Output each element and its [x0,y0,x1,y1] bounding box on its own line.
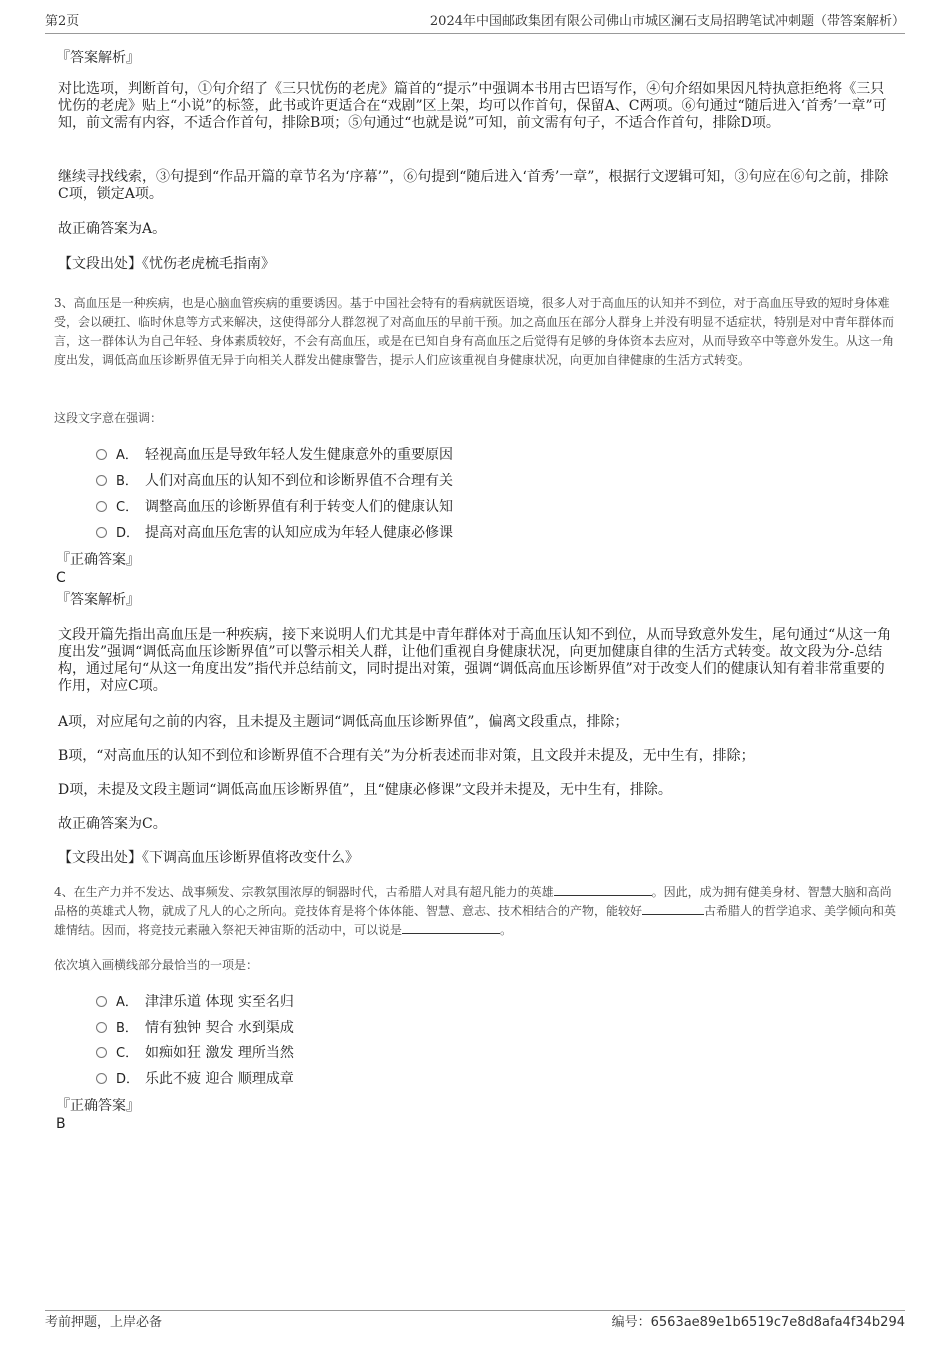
q3-analysis-d: D项，未提及文段主题词“调低高血压诊断界值”，且“健康必修课”文段并未提及，无中生有，排除。 [58,782,672,798]
radio-icon[interactable] [96,996,107,1007]
document-title: 2024年中国邮政集团有限公司佛山市城区澜石支局招聘笔试冲刺题（带答案解析） [429,14,905,29]
q2-source: 【文段出处】《忧伤老虎梳毛指南》 [58,256,275,272]
q3-analysis-a: A项，对应尾句之前的内容，且未提及主题词“调低高血压诊断界值”，偏离文段重点，排除； [58,714,629,730]
q2-conclusion: 故正确答案为A。 [58,221,167,237]
q3-stem: 3、高血压是一种疾病，也是心脑血管疾病的重要诱因。基于中国社会特有的看病就医语境，很多人对于高血压的认知并不到位，对于高血压导致的短时身体难受，会以硬扛、临时休息等方式来解决，这使得部分人群忽视了对高血压的早前干预。加之高血压在部分人群身上并没有明显不适症状，特别是对中青年群体而言，这一群体认为自己年轻、身体素质较好，不会有高血压，或是在已知自身有高血压之后觉得有足够的身体资本去应对，从而导致卒中等意外发生。从这一角度出发，调低高血压诊断界值无异于向相关人群发出健康警告，提示人们应该重视自身健康状况，向更加自律健康的生活方式转变。 [54,296,895,367]
page-footer [45,1310,905,1331]
q4-correct-answer: B [56,1116,66,1132]
q3-source: 【文段出处】《下调高血压诊断界值将改变什么》 [58,850,359,866]
q3-option-d[interactable]: D． 提高对高血压危害的认知应成为年轻人健康必修课 [96,524,453,543]
radio-icon[interactable] [96,1022,107,1033]
q3-option-b[interactable]: B． 人们对高血压的认知不到位和诊断界值不合理有关 [96,472,453,491]
page-number: 第2页 [45,14,80,29]
q3-option-c[interactable]: C． 调整高血压的诊断界值有利于转变人们的健康认知 [96,498,453,517]
q3-analysis-b: B项，“对高血压的认知不到位和诊断界值不合理有关”为分析表述而非对策，且文段并未提及，无中生有，排除； [58,748,755,764]
q4-prompt: 依次填入画横线部分最恰当的一项是： [54,958,259,972]
page-header [45,13,905,34]
radio-icon[interactable] [96,1073,107,1084]
q4-option-b[interactable]: B． 情有独钟 契合 水到渠成 [96,1019,294,1038]
q4-option-c[interactable]: C． 如痴如狂 激发 理所当然 [96,1044,294,1063]
q4-option-d[interactable]: D． 乐此不疲 迎合 顺理成章 [96,1070,294,1089]
q3-conclusion: 故正确答案为C。 [58,816,167,832]
radio-icon[interactable] [96,1047,107,1058]
radio-icon[interactable] [96,527,107,538]
footer-slogan: 考前押题，上岸必备 [45,1315,163,1330]
q4-option-a[interactable]: A． 津津乐道 体现 实至名归 [96,993,294,1012]
q4-stem: 4、在生产力并不发达、战事频发、宗教氛围浓厚的铜器时代，古希腊人对具有超凡能力的英雄 。因此，成为拥有健美身材、智慧大脑和高尚品格的英雄式人物，就成了凡人的心之所向。竞技体育是将个体体能、智慧、意志、技术相结合的产物，能较好 古希腊人的哲学追求、美学倾向和英雄情结。因而，将竞技元素融入祭祀天神宙斯的活动中，可以说是 。 [54,885,897,937]
q3-analysis-label: 『答案解析』 [56,592,140,608]
q2-analysis-p2: 继续寻找线索，③句提到“作品开篇的章节名为‘序幕’”，⑥句提到“随后进入‘首秀’一章”，根据行文逻辑可知，③句应在⑥句之前，排除C项，锁定A项。 [58,169,889,202]
q3-option-a[interactable]: A． 轻视高血压是导致年轻人发生健康意外的重要原因 [96,446,453,465]
radio-icon[interactable] [96,475,107,486]
q3-prompt: 这段文字意在强调： [54,411,163,425]
q2-analysis-p1: 对比选项，判断首句，①句介绍了《三只忧伤的老虎》篇首的“提示”中强调本书用古巴语写作，④句介绍如果因凡特执意拒绝将《三只忧伤的老虎》贴上“小说”的标签，此书或许更适合在“戏剧”区上架，均可以作首句，保留A、C两项。⑥句通过“随后进入‘首秀’一章”可知，前文需有内容，不适合作首句，排除B项；⑤句通过“也就是说”可知，前文需有句子，不适合作首句，排除D项。 [58,81,887,131]
fill-blank-1 [554,883,652,896]
q4-correct-label: 『正确答案』 [56,1098,140,1114]
q3-correct-answer: C [56,570,66,586]
radio-icon[interactable] [96,449,107,460]
radio-icon[interactable] [96,501,107,512]
fill-blank-2 [642,902,704,915]
q2-analysis-label: 『答案解析』 [56,50,140,66]
q3-analysis-p1: 文段开篇先指出高血压是一种疾病，接下来说明人们尤其是中青年群体对于高血压认知不到位，从而导致意外发生，尾句通过“从这一角度出发”强调“调低高血压诊断界值”可以警示相关人群，让他们重视自身健康状况，向更加健康自律的生活方式转变。故文段为分-总结构，通过尾句“从这一角度出发”指代并总结前文，同时提出对策，强调“调低高血压诊断界值”对于改变人们的健康认知有着非常重要的作用，对应C项。 [58,627,892,694]
footer-code: 编号：6563ae89e1b6519c7e8d8afa4f34b294 [611,1315,905,1330]
fill-blank-3 [402,921,500,934]
q3-correct-label: 『正确答案』 [56,552,140,568]
